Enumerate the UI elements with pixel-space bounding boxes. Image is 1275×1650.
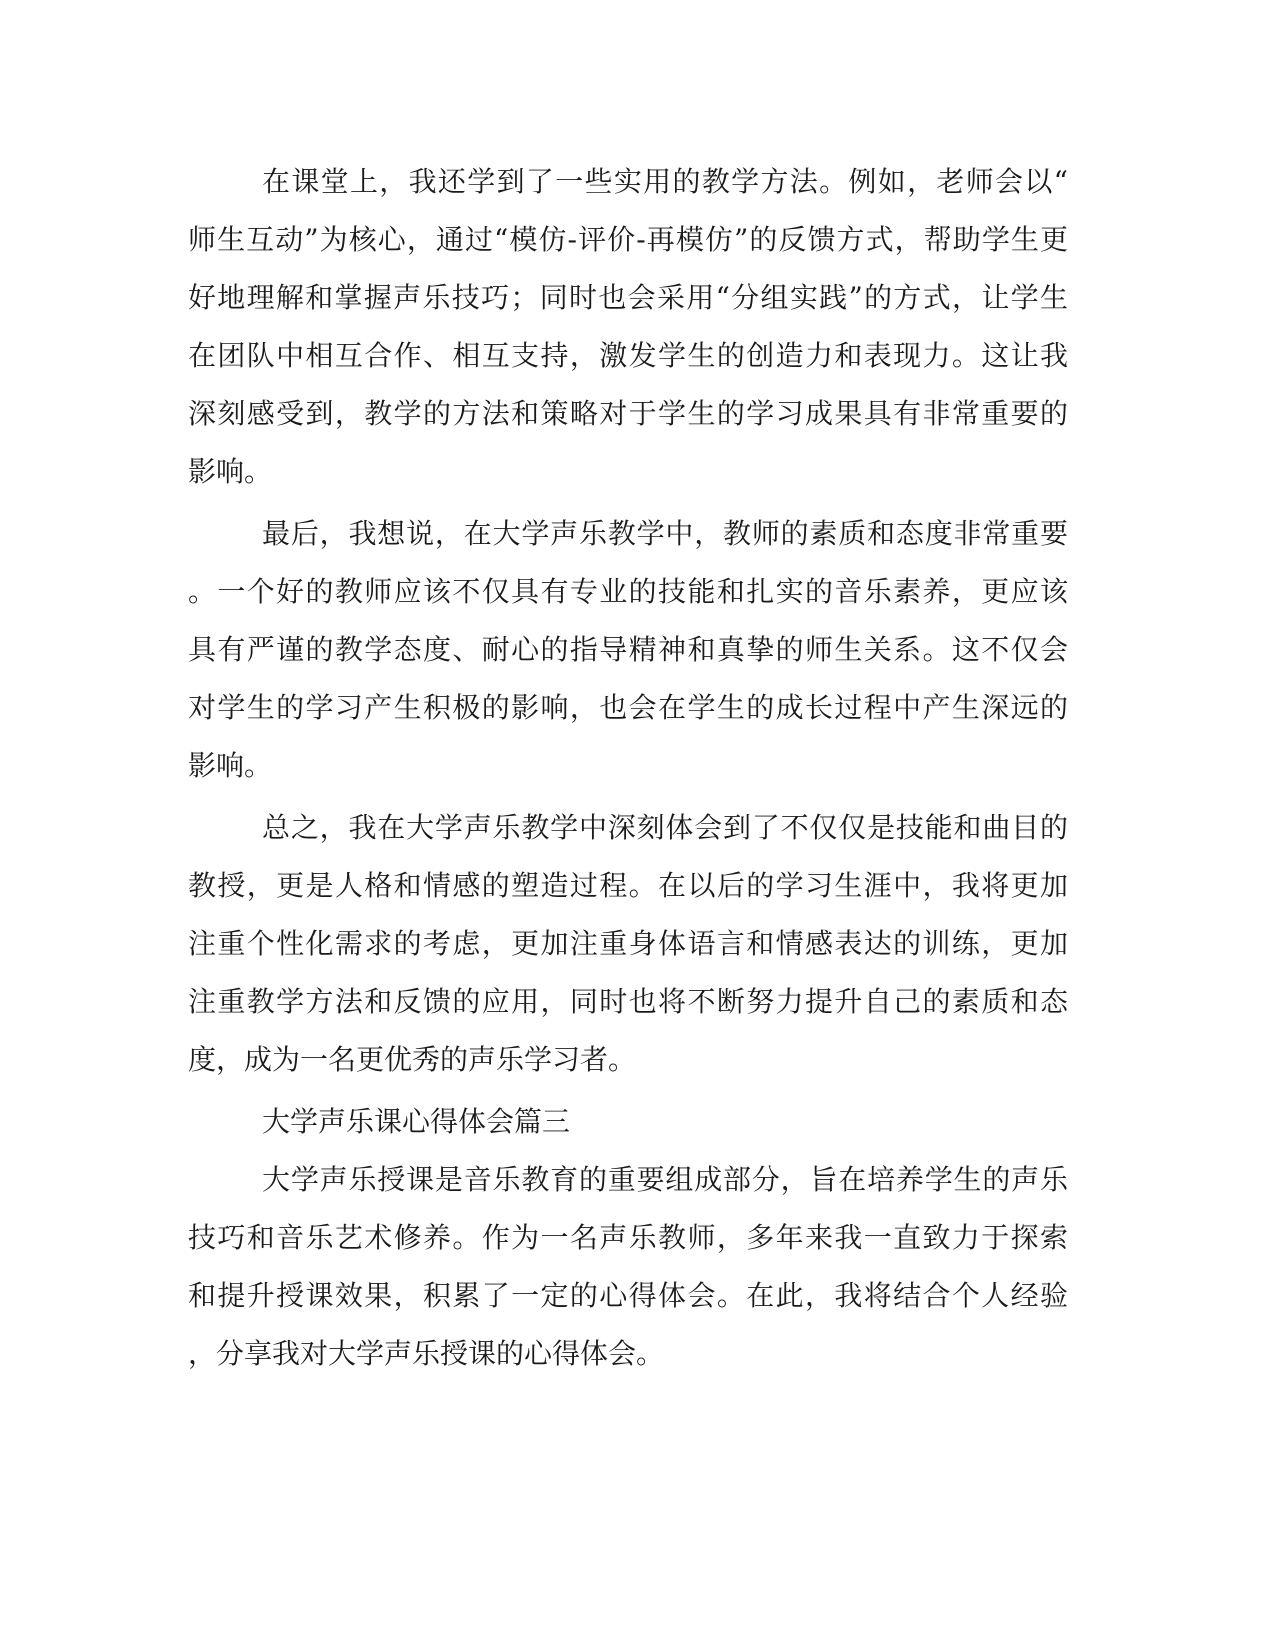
paragraph-3-line-2: 教授，更是人格和情感的塑造过程。在以后的学习生涯中，我将更加 [188,869,1068,902]
paragraph-3-line-3: 注重个性化需求的考虑，更加注重身体语言和情感表达的训练，更加 [188,927,1068,960]
paragraph-3-line-4: 注重教学方法和反馈的应用，同时也将不断努力提升自己的素质和态 [188,985,1068,1018]
paragraph-4-line-3: 和提升授课效果，积累了一定的心得体会。在此，我将结合个人经验 [188,1279,1068,1312]
paragraph-1-line-4: 在团队中相互合作、相互支持，激发学生的创造力和表现力。这让我 [188,339,1068,372]
paragraph-3-line-5: 度，成为一名更优秀的声乐学习者。 [188,1043,637,1076]
paragraph-4-line-4: ，分享我对大学声乐授课的心得体会。 [188,1337,665,1370]
paragraph-1-line-1: 在课堂上，我还学到了一些实用的教学方法。例如，老师会以“ [262,165,1068,198]
paragraph-4-line-2: 技巧和音乐艺术修养。作为一名声乐教师，多年来我一直致力于探索 [188,1221,1068,1254]
paragraph-1-line-6: 影响。 [188,455,273,488]
paragraph-2-line-1: 最后，我想说，在大学声乐教学中，教师的素质和态度非常重要 [262,517,1068,550]
paragraph-2-line-3: 具有严谨的教学态度、耐心的指导精神和真挚的师生关系。这不仅会 [188,633,1068,666]
section-heading: 大学声乐课心得体会篇三 [262,1105,571,1138]
paragraph-4-line-1: 大学声乐授课是音乐教育的重要组成部分，旨在培养学生的声乐 [262,1163,1068,1196]
paragraph-2-line-5: 影响。 [188,749,273,782]
paragraph-1-line-3: 好地理解和掌握声乐技巧；同时也会采用“分组实践”的方式，让学生 [188,281,1068,314]
paragraph-1-line-5: 深刻感受到，教学的方法和策略对于学生的学习成果具有非常重要的 [188,397,1068,430]
paragraph-1-line-2: 师生互动”为核心，通过“模仿-评价-再模仿”的反馈方式，帮助学生更 [188,223,1068,256]
paragraph-3-line-1: 总之，我在大学声乐教学中深刻体会到了不仅仅是技能和曲目的 [262,811,1068,844]
paragraph-2-line-4: 对学生的学习产生积极的影响，也会在学生的成长过程中产生深远的 [188,691,1068,724]
paragraph-2-line-2: 。一个好的教师应该不仅具有专业的技能和扎实的音乐素养，更应该 [188,575,1068,608]
